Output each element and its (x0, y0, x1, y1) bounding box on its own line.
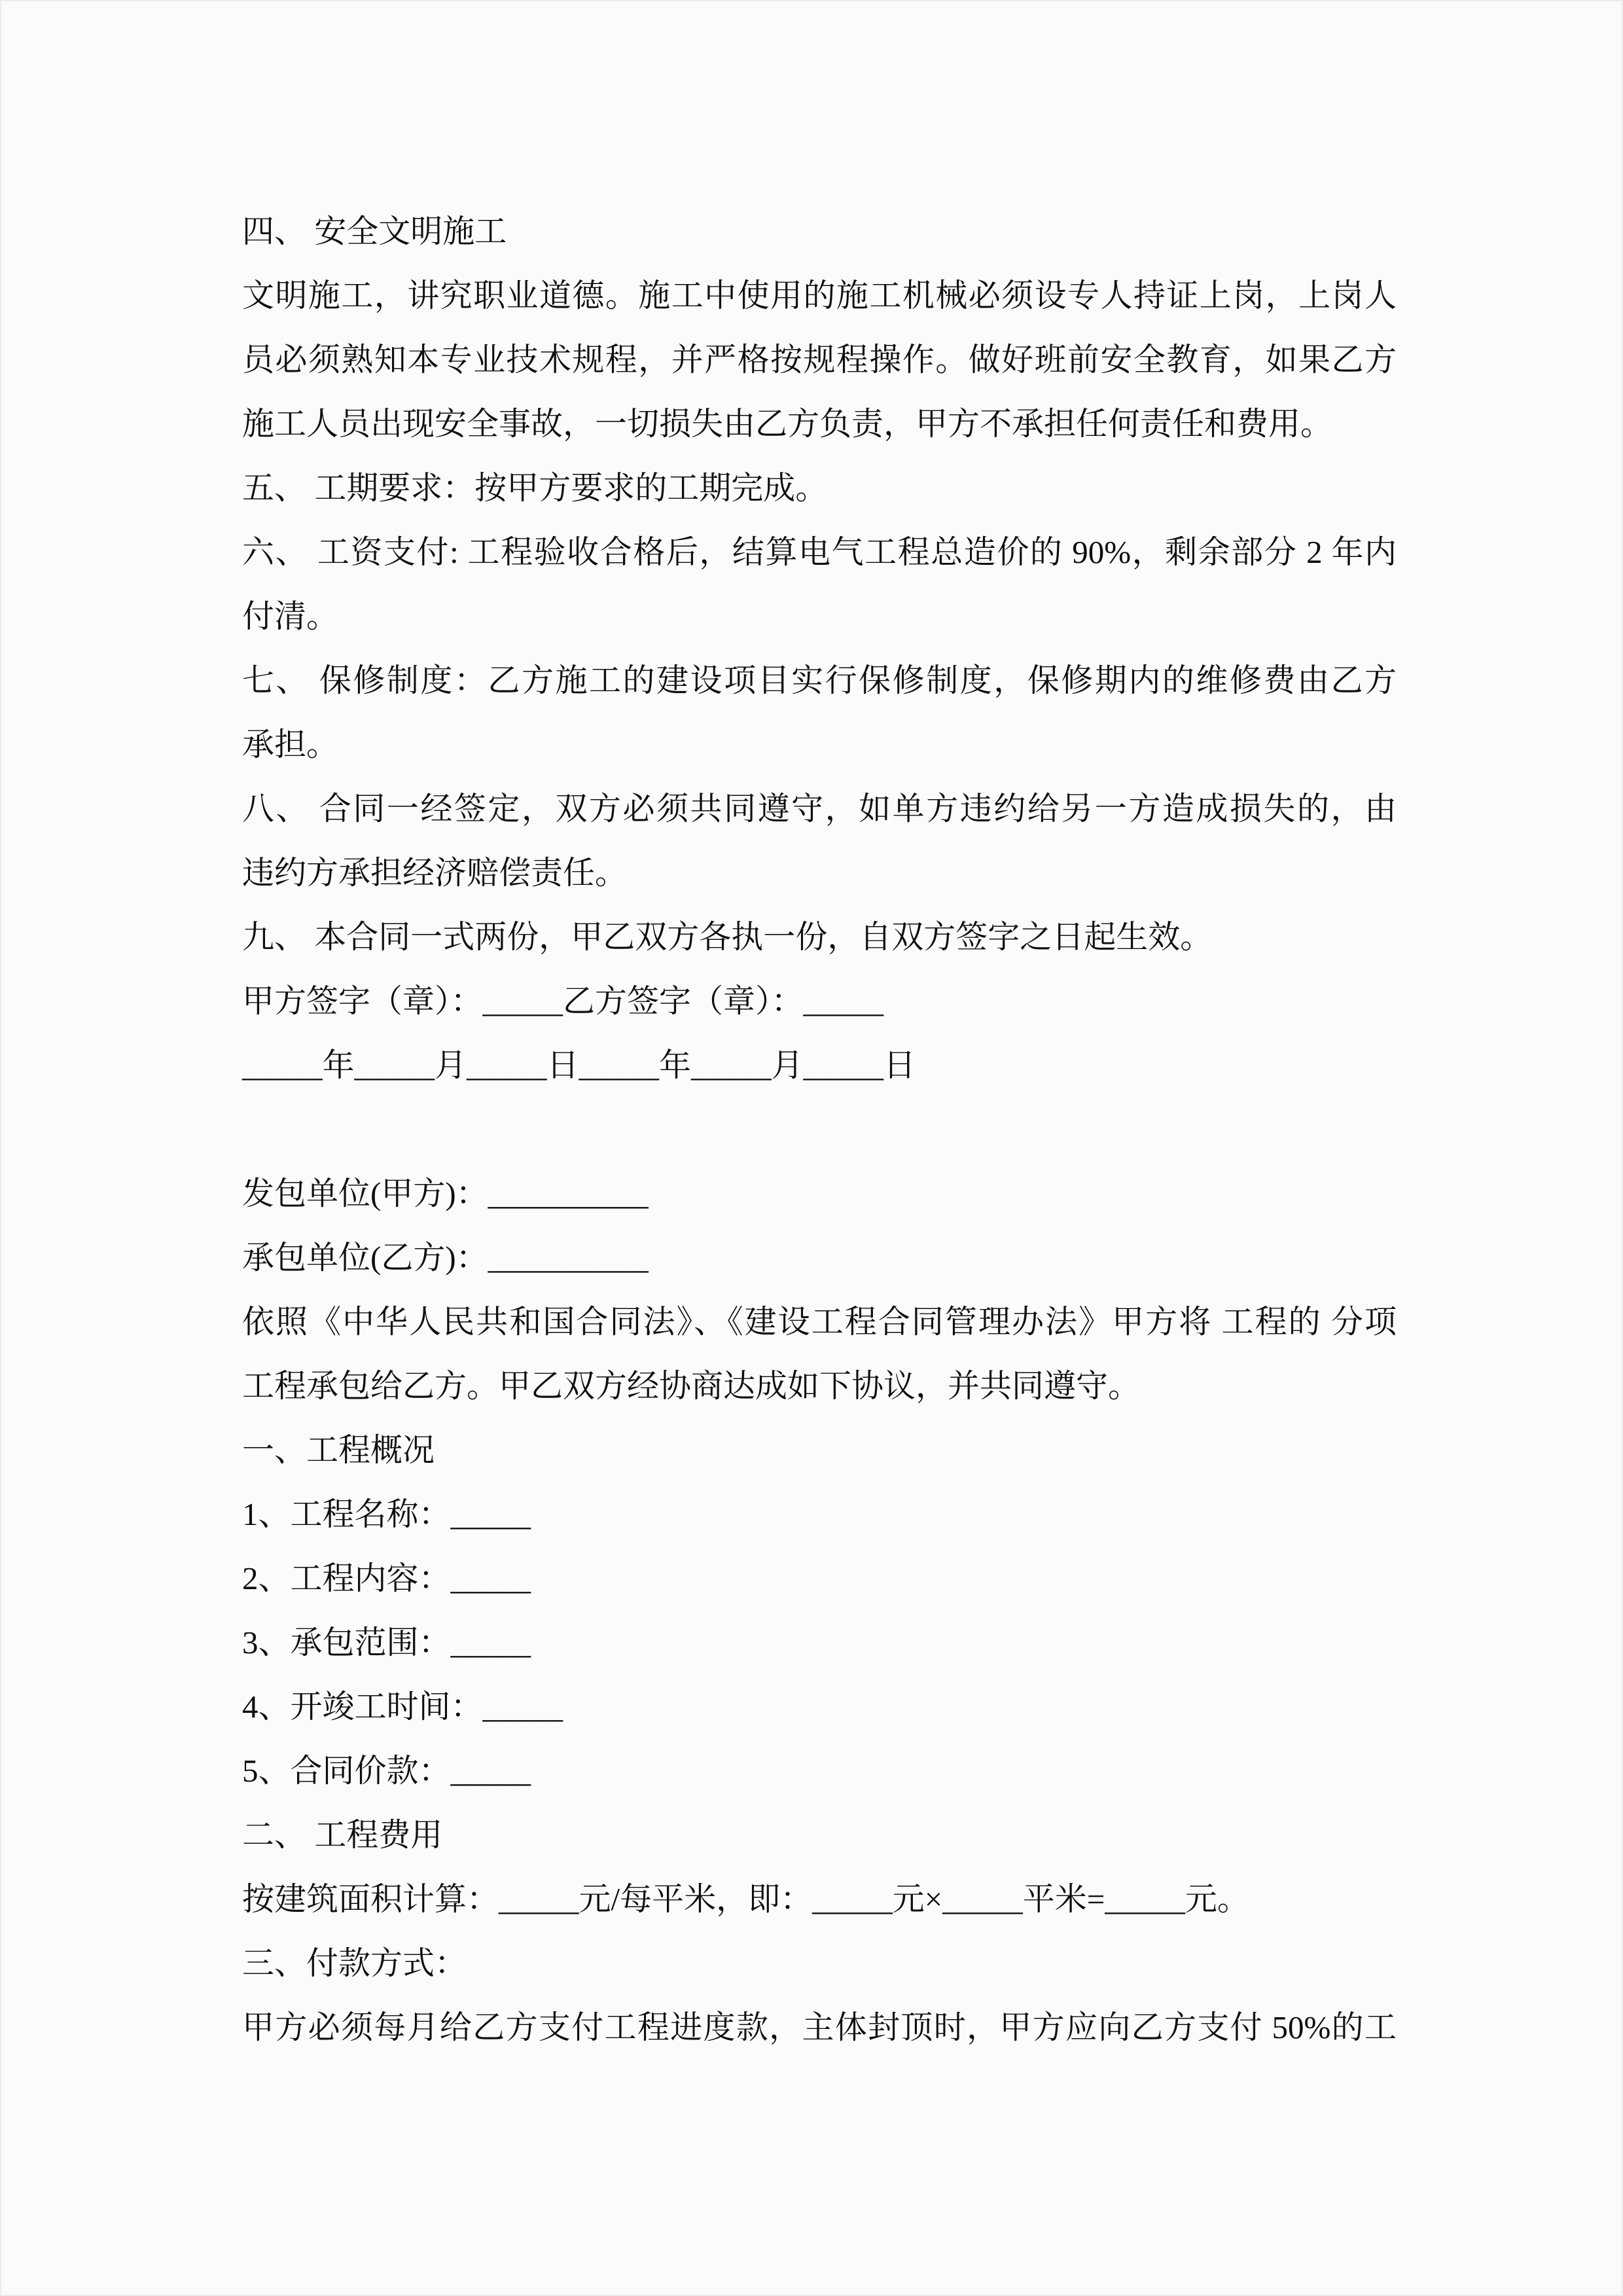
party-a-employer-line: 发包单位(甲方)：__________ (242, 1175, 649, 1211)
section-1-overview-heading: 一、工程概况 (242, 1432, 435, 1468)
item-contract-price: 5、合同价款：_____ (242, 1753, 531, 1789)
clause-5-duration-line: 五、 工期要求：按甲方要求的工期完成。 (242, 470, 828, 506)
clause-9-copies-line: 九、 本合同一式两份，甲乙双方各执一份，自双方签字之日起生效。 (242, 919, 1213, 955)
section-2-cost-heading: 二、 工程费用 (242, 1817, 443, 1853)
preamble-line-1: 依照《中华人民共和国合同法》、《建设工程合同管理办法》甲方将 工程的 分项 (242, 1304, 1397, 1340)
clause-7-warranty-line-2: 承担。 (242, 726, 339, 762)
clause-8-breach-line-2: 违约方承担经济赔偿责任。 (242, 855, 628, 891)
clause-7-warranty-line-1: 七、 保修制度：乙方施工的建设项目实行保修制度，保修期内的维修费由乙方 (242, 662, 1397, 698)
date-line: _____年_____月_____日_____年_____月_____日 (242, 1047, 916, 1083)
payment-terms-line-1: 甲方必须每月给乙方支付工程进度款，主体封顶时，甲方应向乙方支付 50%的工 (242, 2009, 1397, 2045)
clause-4-body-line-2: 员必须熟知本专业技术规程，并严格按规程操作。做好班前安全教育，如果乙方 (242, 342, 1397, 378)
party-b-contractor-line: 承包单位(乙方)：__________ (242, 1240, 649, 1276)
clause-4-body-line-3: 施工人员出现安全事故，一切损失由乙方负责，甲方不承担任何责任和费用。 (242, 406, 1333, 442)
clause-8-breach-line-1: 八、 合同一经签定，双方必须共同遵守，如单方违约给另一方造成损失的，由 (242, 791, 1397, 827)
cost-calculation-line: 按建筑面积计算：_____元/每平米，即：_____元×_____平米=_____元。 (242, 1881, 1249, 1917)
clause-4-heading: 四、 安全文明施工 (242, 213, 507, 249)
section-3-payment-heading: 三、付款方式： (242, 1945, 467, 1981)
preamble-line-2: 工程承包给乙方。甲乙双方经协商达成如下协议，并共同遵守。 (242, 1368, 1141, 1404)
signature-line: 甲方签字（章）：_____乙方签字（章）：_____ (242, 983, 884, 1019)
item-construction-dates: 4、开竣工时间：_____ (242, 1689, 563, 1725)
clause-6-payment-line-2: 付清。 (242, 598, 339, 634)
item-project-name: 1、工程名称：_____ (242, 1496, 531, 1532)
clause-6-payment-line-1: 六、 工资支付: 工程验收合格后，结算电气工程总造价的 90%，剩余部分 2 年内 (242, 534, 1397, 570)
item-contract-scope: 3、承包范围：_____ (242, 1624, 531, 1660)
clause-4-body-line-1: 文明施工，讲究职业道德。施工中使用的施工机械必须设专人持证上岗，上岗人 (242, 278, 1397, 314)
blank-line (242, 1098, 1397, 1162)
item-project-content: 2、工程内容：_____ (242, 1560, 531, 1596)
